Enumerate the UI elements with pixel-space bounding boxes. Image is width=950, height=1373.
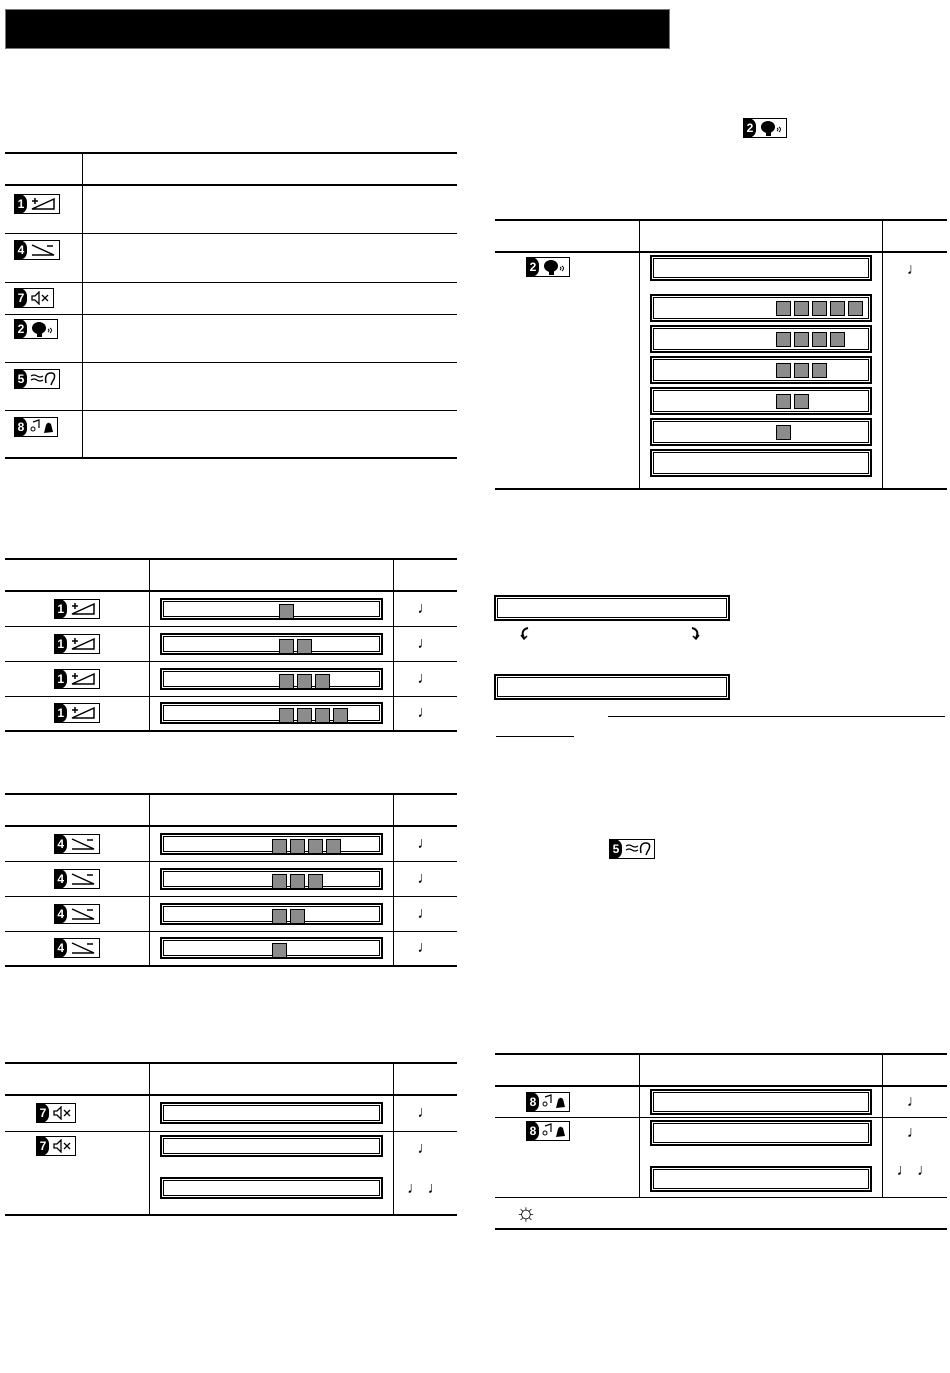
volume-up-icon: 1 <box>54 599 100 619</box>
level-display <box>160 937 383 959</box>
beep-note-icon: ♩ <box>417 669 434 687</box>
beep-note-icon: ♩ <box>417 834 434 852</box>
beep-note-icon: ♩ <box>417 599 434 617</box>
volume-down-icon: 4 <box>54 904 100 924</box>
volume-down-table <box>5 793 457 967</box>
level-display <box>650 356 872 384</box>
mute-display <box>160 1135 383 1157</box>
beep-note-icon: ♩ <box>417 1104 434 1122</box>
beep-note-icon: ♩ <box>417 1139 434 1157</box>
mute-table <box>5 1062 457 1216</box>
toggle-display-bottom <box>494 674 730 700</box>
speaker-voice-icon: 2 <box>526 257 570 277</box>
level-display <box>160 903 383 925</box>
volume-up-icon: 1 <box>54 669 100 689</box>
level-display-empty <box>650 449 872 477</box>
double-beep-note-icon: ♩ ♩ <box>896 1161 933 1179</box>
volume-up-table <box>5 558 457 732</box>
level-display <box>160 702 383 724</box>
volume-down-icon: 4 <box>54 938 100 958</box>
volume-up-icon: 1 <box>54 703 100 723</box>
page-title-bar <box>5 9 670 49</box>
speaker-display <box>650 255 872 281</box>
ringer-icon: 8 <box>526 1092 570 1112</box>
level-display <box>160 868 383 890</box>
light-indicator-icon: ☼ <box>515 1198 537 1226</box>
beep-note-icon: ♩ <box>906 1092 923 1110</box>
unmute-display <box>160 1177 383 1199</box>
level-display <box>160 833 383 855</box>
ringer-display <box>650 1089 872 1115</box>
volume-up-icon: 1 <box>54 634 100 654</box>
beep-note-icon: ♩ <box>906 261 923 278</box>
speaker-volume-table <box>495 219 947 490</box>
key-function-table <box>5 152 457 459</box>
ringer-icon: 8 <box>526 1121 570 1141</box>
function-column-header <box>82 153 457 185</box>
beep-note-icon: ♩ <box>417 869 434 887</box>
toggle-right-arrow-icon <box>688 626 702 640</box>
hearing-boost-icon: 5 <box>14 369 60 389</box>
ringer-display <box>650 1120 872 1146</box>
note-underline <box>496 736 574 737</box>
ringer-table <box>495 1053 947 1230</box>
beep-note-icon: ♩ <box>417 939 434 957</box>
key-column-header <box>5 153 82 185</box>
volume-down-icon: 4 <box>14 240 60 260</box>
mute-icon: 7 <box>36 1103 76 1123</box>
volume-down-icon: 4 <box>54 834 100 854</box>
level-display <box>650 418 872 446</box>
speaker-voice-icon: 2 <box>743 118 787 138</box>
mute-icon: 7 <box>14 288 54 308</box>
mute-display <box>160 1102 383 1124</box>
level-display <box>160 668 383 690</box>
double-beep-note-icon: ♩ ♩ <box>407 1179 444 1197</box>
beep-note-icon: ♩ <box>906 1123 923 1141</box>
mute-icon: 7 <box>36 1136 76 1156</box>
level-display <box>160 598 383 620</box>
toggle-left-arrow-icon <box>518 626 532 640</box>
level-display <box>160 633 383 655</box>
level-display <box>650 325 872 353</box>
beep-note-icon: ♩ <box>417 904 434 922</box>
speaker-voice-icon: 2 <box>14 319 58 339</box>
level-display <box>650 387 872 415</box>
beep-note-icon: ♩ <box>417 704 434 722</box>
hearing-boost-icon: 5 <box>609 839 655 859</box>
ringer-off-display <box>650 1166 872 1192</box>
volume-up-icon: 1 <box>14 194 60 214</box>
volume-down-icon: 4 <box>54 869 100 889</box>
level-display <box>650 294 872 322</box>
toggle-display-top <box>494 595 730 621</box>
beep-note-icon: ♩ <box>417 634 434 652</box>
ringer-icon: 8 <box>14 417 58 437</box>
note-underline <box>608 716 945 717</box>
